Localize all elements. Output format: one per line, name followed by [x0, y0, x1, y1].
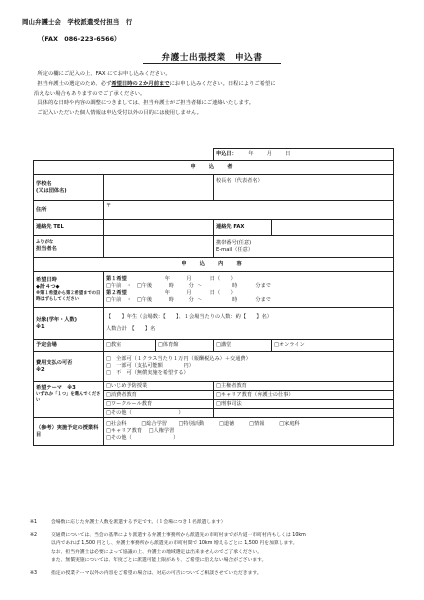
venue-opt-online[interactable]: □オンライン: [272, 340, 394, 352]
date-wish-label: 希望日時 ◆計４つ◆ ※第１希望から第２希望までの日時はずらしてください: [34, 272, 104, 308]
venue-label: 予定会場: [34, 340, 104, 352]
address-field[interactable]: [104, 201, 394, 220]
deadline-emphasis: 希望日時の２か月前まで: [111, 80, 170, 87]
fax-label: 連絡先 FAX: [214, 220, 272, 236]
fee-options[interactable]: □ 全部可（１クラス当たり１万円（報酬税込み）＋交通費） □ 一部可（支払可能額 円） □ 不 可（無償実施を希望する）: [104, 352, 394, 382]
intro-line-5: ご記入いただいた個人情報は申込受付以外の目的には使用しません。: [37, 110, 202, 117]
venue-opt-hall[interactable]: □講堂: [214, 340, 272, 352]
theme-opt-4[interactable]: □キャリア教育（弁護士の仕事）: [214, 391, 394, 400]
person-label: ふりがな 担当者名: [34, 236, 104, 258]
application-form: [33, 148, 394, 446]
address-label: 住所: [34, 201, 104, 220]
date-wish-field[interactable]: 第１希望 年 月 日（ ） □午前 ・ □午後 時 分 ～ 時 分まで 第２希望 年 月 日（ ） □午前 ・ □午後 時 分 ～ 時 分まで: [104, 272, 394, 308]
venue-opt-gym[interactable]: □体育館: [156, 340, 214, 352]
tel-field[interactable]: [104, 220, 214, 236]
intro-line-1: 所定の欄にご記入の上、FAX にてお申し込みください。: [37, 71, 171, 77]
page-title: 弁護士出張授業 申込書: [161, 53, 263, 63]
theme-opt-5[interactable]: □ワークルール教育: [104, 400, 214, 409]
tel-label: 連絡先 TEL: [34, 220, 104, 236]
intro-line-3: 沿えない場合もありますのでご了承ください。: [34, 90, 146, 97]
principal-name-field[interactable]: 校長名（代表者名）: [214, 175, 394, 201]
school-name-field[interactable]: [104, 175, 214, 201]
theme-label: 希望テーマ ※3 いずれか「１つ」を選んでください: [34, 382, 104, 418]
theme-opt-3[interactable]: □消費者教育: [104, 391, 214, 400]
venue-opt-classroom[interactable]: □教室: [104, 340, 156, 352]
sender-line: 岡山弁護士会 学校派遣受付担当 行: [22, 18, 133, 26]
school-name-label: 学校名 (又は団体名): [34, 175, 104, 201]
theme-opt-2[interactable]: □主権者教育: [214, 382, 394, 391]
applicant-section-header: 申 込 者: [34, 161, 394, 175]
fax-number: （FAX 086-223-6566）: [38, 35, 121, 43]
note-1: ※1 会場数に応じた弁護士人数を派遣する予定です。（１会場につき１名派遣します）: [30, 520, 226, 525]
fax-field[interactable]: [272, 220, 394, 236]
ref-subject-label: （参考）実施予定の授業科目: [34, 418, 104, 446]
postal-mark: 〒: [106, 203, 112, 209]
note-3: ※3 指定の授業テーマ以外の内容をご希望の場合は、対応の可否についてご相談させていただきます。: [30, 570, 262, 576]
intro-line-4: 具体的な日時や内容の調整につきましては、担当弁護士がご担当者様にご連絡いたします。: [37, 100, 255, 107]
target-label: 対象(学年・人数) ※1: [34, 308, 104, 340]
person-name-field[interactable]: [104, 236, 214, 258]
footnotes: [30, 519, 410, 582]
note-2: ※2 交通費については、当会の基準により派遣する弁護士事務所から派遣先の市町村までが片道一市町村内もしくは 10km 以内であれば 1,500 円とし、弁護士事務所から派遣先の市町村間で 10km 増えるごとに 1,500 円を加算します。 なお、担当弁護士は必要によって協議の上、弁護士の地域選定は出来ませんのでご了承ください。 また、無償実施については、年度ごとに派遣可能上限があり、ご希望に沿えない場合がございます。: [30, 532, 306, 563]
ref-subject-options[interactable]: □社会科 □総合学習 □特別活動 □道徳 □情報 □家庭科 □キャリア教育 □人権学習 □その他（ ）: [104, 418, 394, 446]
title-underline: [143, 63, 281, 64]
fee-label: 費用支払の可否 ※2: [34, 352, 104, 382]
content-section-header: 申 込 内 容: [34, 258, 394, 272]
intro-text: [34, 70, 404, 119]
application-date-field[interactable]: 申込日： 年 月 日: [214, 149, 394, 161]
theme-opt-6[interactable]: □刑事司法: [214, 400, 394, 409]
intro-line-2: 担当弁護士の選定のため、必ず希望日時の２か月前までにお申し込みください。日程によりご希望に: [37, 80, 276, 87]
theme-opt-7[interactable]: □その他（ ）: [104, 409, 214, 418]
person-contact-field[interactable]: 携帯番号(任意) E-mail（任意）: [214, 236, 394, 258]
target-field[interactable]: 【 】年生（会場数：【 】、１会場当たりの人数：約【 】名） 人数合計 【 】名: [104, 308, 394, 340]
theme-opt-8[interactable]: [214, 409, 394, 418]
theme-opt-1[interactable]: □いじめ予防授業: [104, 382, 214, 391]
